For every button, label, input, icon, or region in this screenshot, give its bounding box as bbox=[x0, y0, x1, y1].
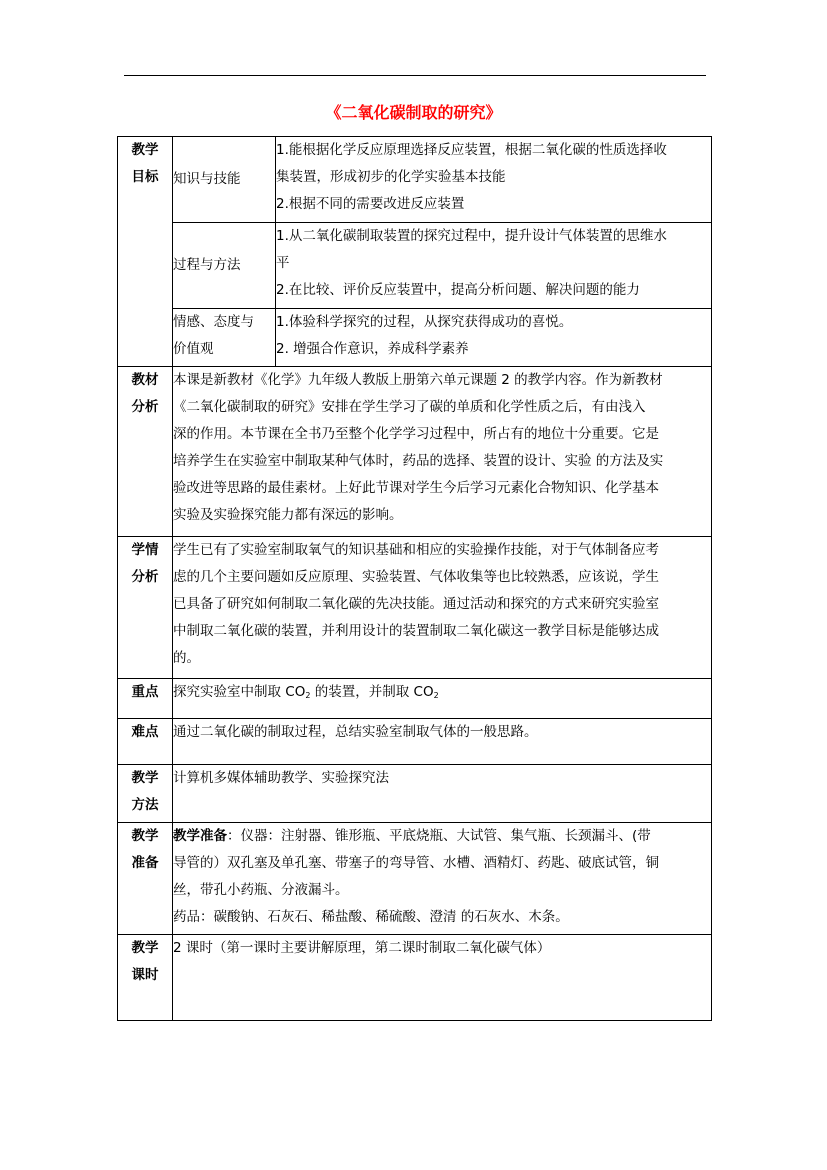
textbook-content: 本课是新教材《化学》九年级人教版上册第六单元课题 2 的教学内容。作为新教材 《二氧化碳制取的研究》安排在学生学习了碳的单质和化学性质之后，有由浅入 深的作用。本节课在全书乃至整个化学学习过程中，所占有的地位十分重要。它是 培养学生在实验室中制取某种气体时，药品的选择、装置的设计、实验 的方法及实 验改进等思路的最佳素材。上好此节课对学生今后学习元素化合物知识、化学基本 实验及实验探究能力都有深远的影响。 bbox=[173, 367, 712, 537]
hours-row bbox=[118, 935, 712, 1021]
goals-label-process: 过程与方法 bbox=[173, 223, 276, 309]
students-content: 学生已有了实验室制取氧气的知识基础和相应的实验操作技能，对于气体制备应考 虑的几个主要问题如反应原理、实验装置、气体收集等也比较熟悉，应该说，学生 已具备了研究如何制取二氧化碳的先决技能。通过活动和探究的方式来研究实验室 中制取二氧化碳的装置，并利用设计的装置制取二氧化碳这一教学目标是能够达成 的。 bbox=[173, 537, 712, 679]
goals-category: 教学 目标 bbox=[118, 137, 173, 367]
difficulty-category: 难点 bbox=[118, 719, 173, 765]
goals-content-emotion: 1.体验科学探究的过程，从探究获得成功的喜悦。 2. 增强合作意识，养成科学素养 bbox=[276, 309, 712, 367]
preparation-category: 教学 准备 bbox=[118, 823, 173, 935]
textbook-category: 教材 分析 bbox=[118, 367, 173, 537]
method-category: 教学 方法 bbox=[118, 765, 173, 823]
preparation-content: 教学准备：仪器：注射器、锥形瓶、平底烧瓶、大试管、集气瓶、长颈漏斗、(带 导管的）双孔塞及单孔塞、带塞子的弯导管、水槽、酒精灯、药匙、破底试管，铜 丝，带孔小药瓶、分液漏斗。 药品：碳酸钠、石灰石、稀盐酸、稀硫酸、澄清 的石灰水、木条。 bbox=[173, 823, 712, 935]
header-rule bbox=[124, 75, 706, 76]
students-row bbox=[118, 537, 712, 679]
students-category: 学情 分析 bbox=[118, 537, 173, 679]
method-row bbox=[118, 765, 712, 823]
hours-content: 2 课时（第一课时主要讲解原理，第二课时制取二氧化碳气体） bbox=[173, 935, 712, 1021]
key-point-content: 探究实验室中制取 CO2 的装置，并制取 CO2 bbox=[173, 679, 712, 719]
key-point-category: 重点 bbox=[118, 679, 173, 719]
key-point-row bbox=[118, 679, 712, 719]
goals-content-process: 1.从二氧化碳制取装置的探究过程中，提升设计气体装置的思维水 平 2.在比较、评价反应装置中，提高分析问题、解决问题的能力 bbox=[276, 223, 712, 309]
hours-category: 教学 课时 bbox=[118, 935, 173, 1021]
textbook-row bbox=[118, 367, 712, 537]
method-content: 计算机多媒体辅助教学、实验探究法 bbox=[173, 765, 712, 823]
lesson-plan-table bbox=[117, 136, 712, 1021]
preparation-row bbox=[118, 823, 712, 935]
goals-label-emotion: 情感、态度与 价值观 bbox=[173, 309, 276, 367]
difficulty-content: 通过二氧化碳的制取过程，总结实验室制取气体的一般思路。 bbox=[173, 719, 712, 765]
goals-row-emotion bbox=[118, 309, 712, 367]
goals-row-knowledge bbox=[118, 137, 712, 223]
difficulty-row bbox=[118, 719, 712, 765]
page-title: 《二氧化碳制取的研究》 bbox=[325, 103, 502, 122]
goals-content-knowledge: 1.能根据化学反应原理选择反应装置，根据二氧化碳的性质选择收 集装置，形成初步的化学实验基本技能 2.根据不同的需要改进反应装置 bbox=[276, 137, 712, 223]
goals-label-knowledge: 知识与技能 bbox=[173, 137, 276, 223]
preparation-label: 教学准备 bbox=[173, 828, 227, 844]
goals-row-process bbox=[118, 223, 712, 309]
